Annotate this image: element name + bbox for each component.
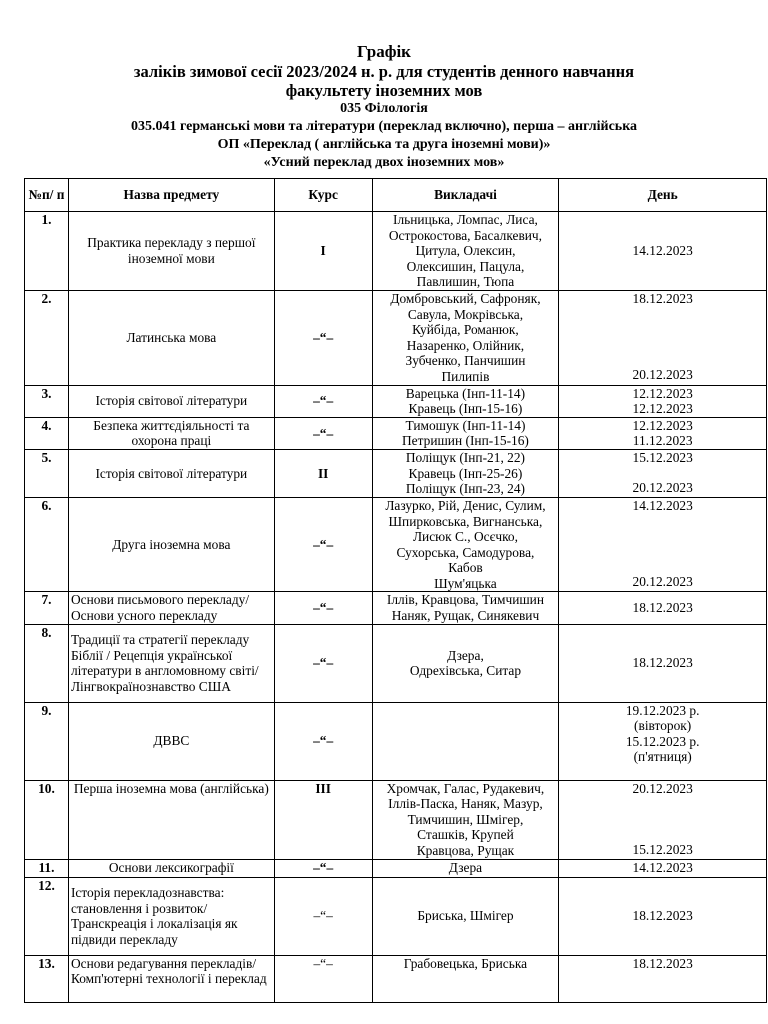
teacher-line: Дзера [448, 859, 483, 875]
row-number: 1. [25, 212, 69, 291]
table-row [25, 290, 767, 385]
day-first: 12.12.2023 [632, 417, 693, 433]
exam-day [559, 955, 767, 1002]
teacher-line: Бриська, Шмігер [417, 908, 514, 924]
document-title: Графік [357, 42, 411, 61]
teacher-line: Сташків, Крупей [417, 827, 514, 843]
course: –“– [274, 290, 372, 385]
teacher-line: Грабовецька, Бриська [403, 955, 528, 971]
subject-name: Практика перекладу з першої іноземної мови [68, 212, 274, 291]
day-wrap [561, 498, 764, 590]
course: ІІ [274, 449, 372, 497]
row-number: 2. [25, 290, 69, 385]
day-first: 14.12.2023 [632, 497, 693, 513]
teachers [372, 290, 559, 385]
teacher-line: Зубченко, Панчишин [405, 353, 526, 369]
header-line-4: 035 Філологія [340, 101, 428, 116]
table-row [25, 780, 767, 859]
teacher-line: Поліщук (Інп-21, 22) [405, 449, 525, 465]
subject-name: ДВВС [68, 702, 274, 780]
teacher-line: Куйбіда, Романюк, [412, 322, 519, 338]
teachers [372, 497, 559, 592]
teacher-line: Савула, Мокрівська, [407, 306, 524, 322]
subject-name: Основи лексикографії [68, 859, 274, 877]
schedule-table [24, 178, 767, 1003]
exam-day [559, 417, 767, 449]
table-body [25, 212, 767, 1003]
exam-day [559, 780, 767, 859]
header-course: Курс [274, 179, 372, 212]
day-first: 18.12.2023 [632, 655, 693, 671]
teacher-line: Поліщук (Інп-23, 24) [405, 481, 525, 497]
row-number: 12. [25, 877, 69, 955]
table-header-row [25, 179, 767, 212]
teachers [372, 624, 559, 702]
subject-name: Безпека життєдіяльності та охорона праці [68, 417, 274, 449]
teacher-line: Пилипів [441, 368, 490, 384]
subject-name: Латинська мова [68, 290, 274, 385]
teacher-line: Острокостова, Басалкевич, [388, 227, 543, 243]
subject-name: Історія перекладознавства: становлення і розвиток/ Транскреація і локалізація як підвиди перекладу [68, 877, 274, 955]
header-line-6: ОП «Переклад ( англійська та друга іноземні мови)» [217, 137, 551, 152]
day-second: 12.12.2023 [632, 401, 693, 417]
row-number: 10. [25, 780, 69, 859]
row-number: 4. [25, 417, 69, 449]
row-number: 5. [25, 449, 69, 497]
teacher-line: Наняк, Рущак, Синякевич [391, 608, 540, 624]
course: ІІІ [274, 780, 372, 859]
row-number: 6. [25, 497, 69, 592]
teacher-line: Назаренко, Олійник, [406, 337, 525, 353]
exam-day [559, 385, 767, 417]
table-row [25, 592, 767, 624]
teacher-line: Лазурко, Рій, Денис, Сулим, [385, 497, 546, 513]
teacher-line: Варецька (Інп-11-14) [405, 385, 526, 401]
teacher-line: Шум'яцька [434, 575, 497, 591]
teacher-line: Тимчишин, Шмігер, [407, 811, 524, 827]
table-row [25, 624, 767, 702]
row-number: 13. [25, 955, 69, 1002]
exam-day [559, 212, 767, 291]
day-wrap [561, 781, 764, 858]
day-second: 20.12.2023 [632, 574, 693, 590]
teacher-line: Іллів-Паска, Наняк, Мазур, [388, 796, 543, 812]
teachers [372, 955, 559, 1002]
header-line-7: «Усний переклад двох іноземних мов» [263, 155, 505, 170]
day-line: 15.12.2023 р. [625, 733, 700, 749]
table-row [25, 385, 767, 417]
table-row [25, 497, 767, 592]
course: –“– [274, 859, 372, 877]
subject-name: Основи редагування перекладів/ Комп'ютерні технології і переклад [68, 955, 274, 1002]
day-second: 20.12.2023 [632, 480, 693, 496]
teachers [372, 212, 559, 291]
teacher-line: Кабов [448, 560, 483, 576]
course: –“– [274, 877, 372, 955]
table-row [25, 859, 767, 877]
teachers [372, 385, 559, 417]
day-wrap [561, 291, 764, 383]
header-subject: Назва предмету [68, 179, 274, 212]
day-first: 18.12.2023 [632, 290, 693, 306]
day-first: 15.12.2023 [632, 449, 693, 465]
exam-day [559, 624, 767, 702]
day-line: (п'ятниця) [633, 749, 692, 765]
subject-name: Друга іноземна мова [68, 497, 274, 592]
document-header [0, 42, 768, 172]
course: –“– [274, 624, 372, 702]
course: –“– [274, 955, 372, 1002]
day-first: 14.12.2023 [632, 860, 693, 876]
table-row [25, 212, 767, 291]
teacher-line: Дзера, [447, 647, 484, 663]
table-row [25, 877, 767, 955]
subject-name: Історія світової літератури [68, 385, 274, 417]
teacher-line: Цитула, Олексин, [415, 243, 516, 259]
day-first: 18.12.2023 [632, 908, 693, 924]
teacher-line: Кравець (Інп-15-16) [408, 401, 523, 417]
teacher-line: Лисюк С., Осєчко, [412, 529, 518, 545]
course: І [274, 212, 372, 291]
exam-day [559, 859, 767, 877]
day-line: (вівторок) [634, 718, 692, 734]
exam-day [559, 497, 767, 592]
teacher-line: Ільницька, Ломпас, Лиса, [393, 212, 538, 227]
teachers [372, 592, 559, 624]
exam-day [559, 702, 767, 780]
teacher-line: Сухорська, Самодурова, [396, 544, 535, 560]
teacher-line: Кравцова, Рущак [416, 843, 515, 859]
header-teachers: Викладачі [372, 179, 559, 212]
header-day: День [559, 179, 767, 212]
exam-day [559, 290, 767, 385]
day-wrap [561, 450, 764, 496]
teachers [372, 780, 559, 859]
course: –“– [274, 385, 372, 417]
teachers [372, 859, 559, 877]
teachers [372, 702, 559, 780]
course: –“– [274, 417, 372, 449]
row-number: 9. [25, 702, 69, 780]
day-first: 18.12.2023 [632, 600, 693, 616]
teachers [372, 877, 559, 955]
teacher-line: Олексишин, Пацула, [406, 258, 525, 274]
teacher-line: Павлишин, Тюпа [416, 274, 515, 290]
teacher-line: Тимошук (Інп-11-14) [405, 417, 526, 433]
subject-name: Основи письмового перекладу/ Основи усного перекладу [68, 592, 274, 624]
subject-name: Традиції та стратегії перекладу Біблії / Рецепція української літератури в англомовному світі/Лінгвокраїнознавство США [68, 624, 274, 702]
subject-name: Історія світової літератури [68, 449, 274, 497]
course: –“– [274, 702, 372, 780]
table-row [25, 702, 767, 780]
header-line-5: 035.041 германські мови та літератури (переклад включно), перша – англійська [130, 119, 638, 134]
row-number: 7. [25, 592, 69, 624]
subject-name: Перша іноземна мова (англійська) [68, 780, 274, 859]
teacher-line: Одрехівська, Ситар [409, 663, 522, 679]
row-number: 11. [25, 859, 69, 877]
header-line-2: заліків зимової сесії 2023/2024 н. р. для студентів денного навчання [133, 62, 635, 81]
teachers [372, 417, 559, 449]
day-wrap [561, 386, 764, 416]
day-first: 12.12.2023 [632, 385, 693, 401]
table-row [25, 449, 767, 497]
teacher-line: Кравець (Інп-25-26) [408, 465, 523, 481]
exam-day [559, 877, 767, 955]
teacher-line: Шпирковська, Вигнанська, [388, 513, 543, 529]
course: –“– [274, 592, 372, 624]
day-wrap [561, 418, 764, 448]
header-num: №п/ п [25, 179, 69, 212]
day-second: 11.12.2023 [632, 433, 693, 449]
header-line-3: факультету іноземних мов [285, 81, 483, 100]
day-second: 20.12.2023 [632, 367, 693, 383]
course: –“– [274, 497, 372, 592]
exam-day [559, 592, 767, 624]
teachers [372, 449, 559, 497]
teacher-line: Хромчак, Галас, Рудакевич, [386, 780, 545, 796]
day-first: 18.12.2023 [632, 955, 693, 971]
table-row [25, 417, 767, 449]
row-number: 8. [25, 624, 69, 702]
day-first: 14.12.2023 [632, 243, 693, 259]
teacher-line: Домбровський, Сафроняк, [390, 290, 541, 306]
teacher-line: Іллів, Кравцова, Тимчишин [386, 592, 545, 608]
teacher-line: Петришин (Інп-15-16) [402, 433, 529, 449]
row-number: 3. [25, 385, 69, 417]
day-line: 19.12.2023 р. [625, 702, 700, 718]
table-row [25, 955, 767, 1002]
exam-day [559, 449, 767, 497]
day-second: 15.12.2023 [632, 842, 693, 858]
day-first: 20.12.2023 [632, 780, 693, 796]
